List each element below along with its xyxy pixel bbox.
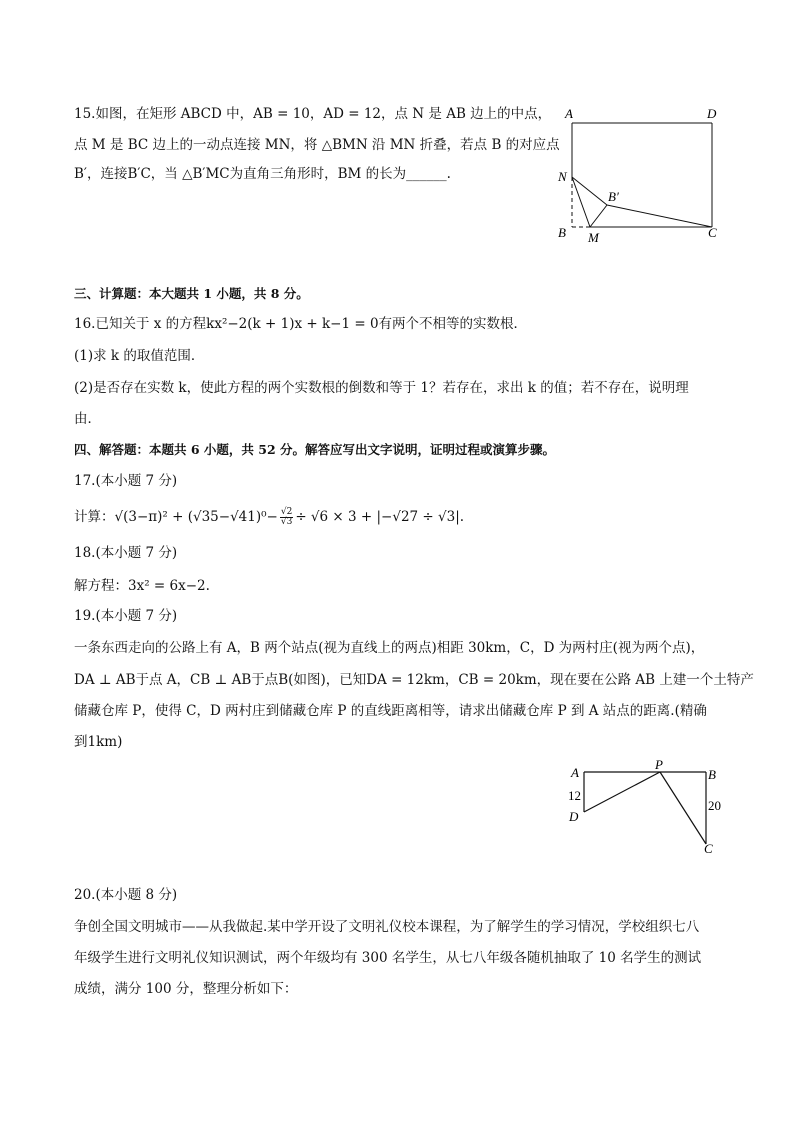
label-n: N — [558, 169, 567, 184]
q17-expr-part-a: √(3−π)² + (√35−√41)⁰− — [114, 509, 278, 525]
label-c: C — [704, 841, 713, 856]
q19-line-2: DA ⊥ AB于点 A，CB ⊥ AB于点B(如图)，已知DA = 12km，CB = 20km，现在要在公路 AB 上建一个土特产 — [74, 672, 754, 688]
segment-mb-prime — [590, 205, 607, 227]
q18-text: 解方程：3x² = 6x−2. — [74, 578, 210, 594]
label-b: B — [558, 225, 566, 240]
q16-part-1: (1)求 k 的取值范围． — [74, 348, 205, 364]
label-a: A — [565, 106, 573, 121]
q17-title: 17.(本小题 7 分) — [74, 473, 178, 489]
q15-line-1: 15.如图，在矩形 ABCD 中，AB = 10，AD = 12，点 N 是 AB 边上的中点， — [74, 106, 552, 122]
segment-dp — [584, 772, 660, 812]
q19-line-4: 到1km) — [74, 734, 123, 750]
q16-stem: 16.已知关于 x 的方程kx²−2(k + 1)x + k−1 = 0有两个不相等的实数根． — [74, 316, 528, 332]
q18-title: 18.(本小题 7 分) — [74, 545, 178, 561]
q19-line-1: 一条东西走向的公路上有 A，B 两个站点(视为直线上的两点)相距 30km，C，D 为两村庄(视为两个点)， — [74, 640, 705, 656]
q15-line-2: 点 M 是 BC 边上的一动点连接 MN，将 △BMN 沿 MN 折叠，若点 B 的对应点 — [74, 137, 560, 153]
q17-expression — [74, 508, 464, 527]
q17-expr-part-b: ÷ √6 × 3 + |−√27 ÷ √3|. — [295, 509, 465, 525]
q20-line-2: 年级学生进行文明礼仪知识测试，两个年级均有 300 名学生，从七八年级各随机抽取了 10 名学生的测试 — [74, 950, 702, 966]
label-m: M — [588, 230, 599, 245]
q20-line-3: 成绩，满分 100 分，整理分析如下： — [74, 981, 298, 997]
segment-pc — [660, 772, 706, 844]
label-a: A — [571, 765, 579, 780]
label-b-prime: B′ — [608, 189, 619, 204]
q16-part-2-cont: 由． — [74, 411, 101, 427]
q19-line-3: 储藏仓库 P，使得 C，D 两村庄到储藏仓库 P 的直线距离相等，请求出储藏仓库 P 到 A 站点的距离.(精确 — [74, 703, 707, 719]
section-3-heading: 三、计算题：本大题共 1 小题，共 8 分。 — [74, 286, 309, 301]
label-d: D — [707, 106, 717, 121]
q15-line-3: B′，连接B′C，当 △B′MC为直角三角形时，BM 的长为______. — [74, 166, 451, 182]
label-b: B — [708, 767, 716, 782]
q15-figure — [550, 100, 730, 250]
label-12: 12 — [568, 788, 581, 803]
q20-line-1: 争创全国文明城市——从我做起.某中学开设了文明礼仪校本课程，为了解学生的学习情况，学校组织七八 — [74, 919, 700, 935]
q20-title: 20.(本小题 8 分) — [74, 887, 178, 903]
section-4-heading: 四、解答题：本题共 6 小题，共 52 分。解答应写出文字说明，证明过程或演算步骤。 — [74, 442, 556, 457]
q17-fraction-num: √2 — [280, 507, 293, 517]
q16-part-2: (2)是否存在实数 k，使此方程的两个实数根的倒数和等于 1？若存在，求出 k 的值；若不存在，说明理 — [74, 380, 689, 396]
label-c: C — [708, 225, 717, 240]
q19-title: 19.(本小题 7 分) — [74, 608, 178, 624]
q17-fraction-den: √3 — [280, 517, 293, 527]
q17-label: 计算： — [74, 509, 115, 525]
label-p: P — [655, 758, 663, 772]
label-20: 20 — [708, 798, 721, 813]
q19-figure — [560, 758, 730, 858]
q17-fraction — [280, 508, 293, 527]
segment-b-prime-c — [607, 205, 712, 227]
label-d: D — [569, 809, 579, 824]
